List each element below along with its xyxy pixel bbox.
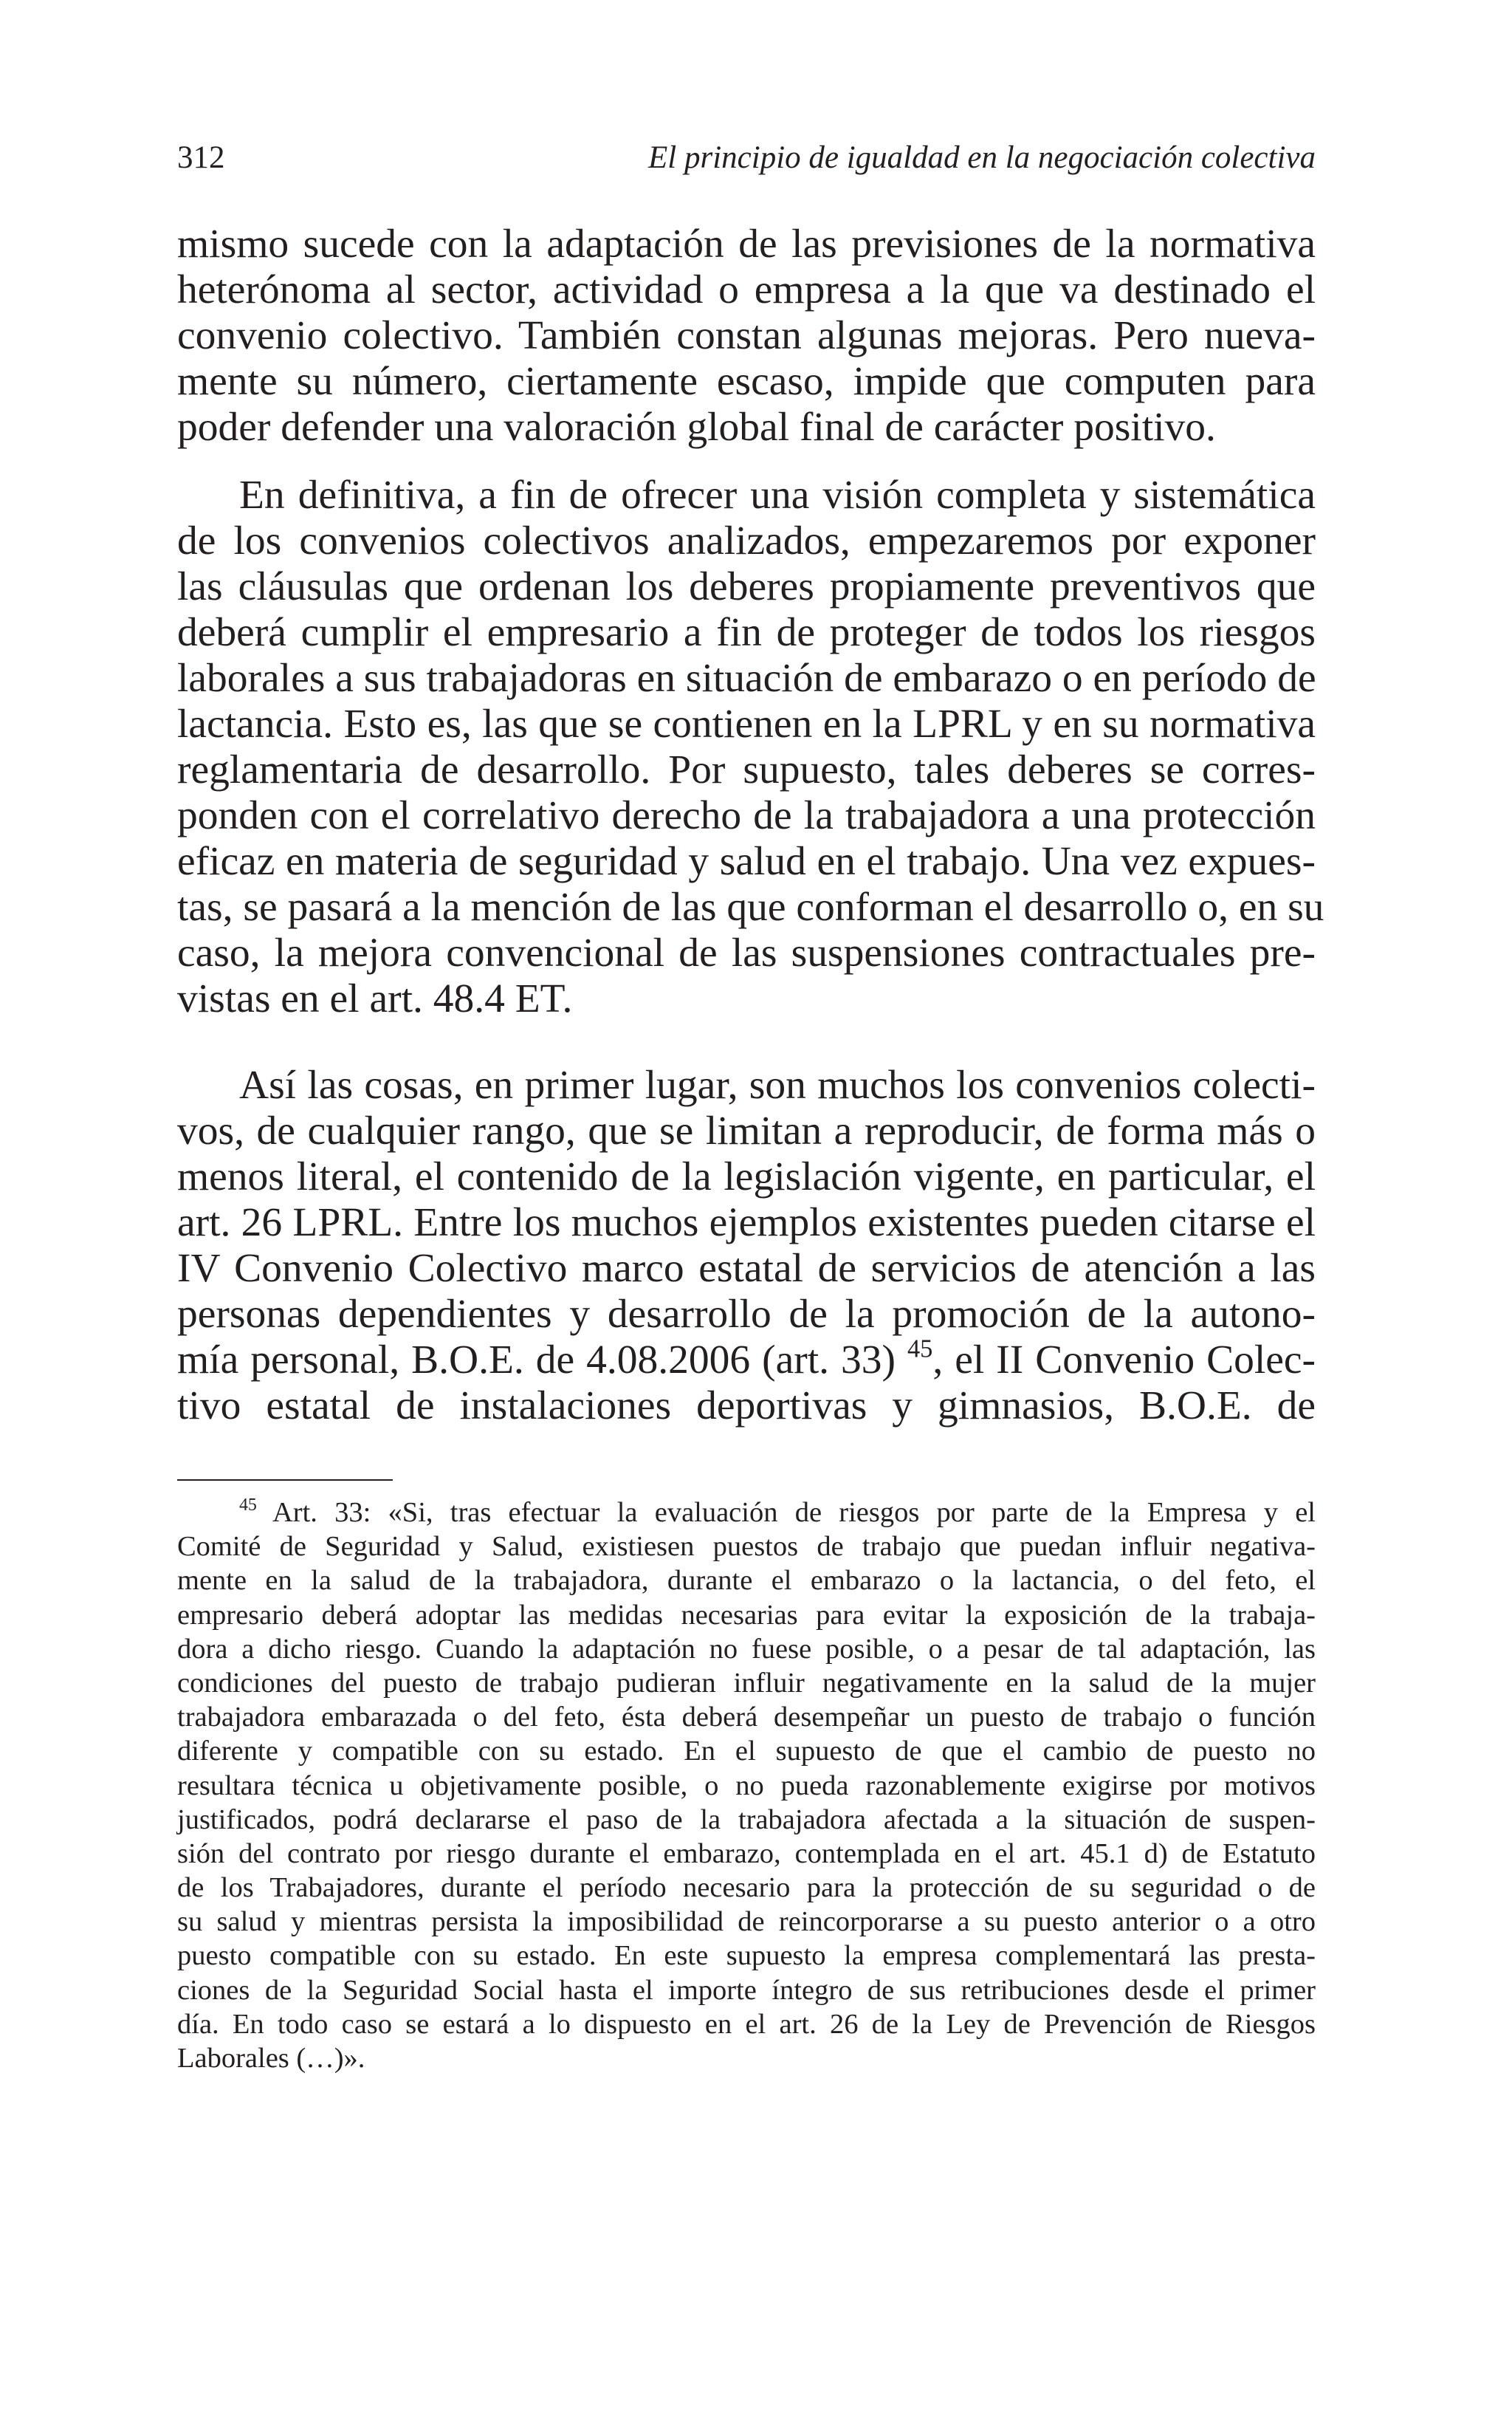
text-line: tivo estatal de instalaciones deportivas y gimnasios, B.O.E. de	[177, 1383, 1316, 1428]
text-line: vos, de cualquier rango, que se limitan a reproducir, de forma más o	[177, 1109, 1316, 1154]
text-line: lactancia. Esto es, las que se contienen en la LPRL y en su normativa	[177, 702, 1316, 747]
footnote-line: mente en la salud de la trabajadora, durante el embarazo o la lactancia, o del feto, el	[177, 1565, 1316, 1597]
text-line: convenio colectivo. También constan algunas mejoras. Pero nueva-	[177, 313, 1316, 358]
text-line: En definitiva, a fin de ofrecer una visión completa y sistemática	[239, 473, 1316, 518]
text-line: heterónoma al sector, actividad o empresa a la que va destinado el	[177, 267, 1316, 312]
text-line: mismo sucede con la adaptación de las previsiones de la normativa	[177, 222, 1316, 267]
footnote-line: dora a dicho riesgo. Cuando la adaptación no fuese posible, o a pesar de tal adaptación, las	[177, 1633, 1316, 1665]
text-line: eficaz en materia de seguridad y salud en el trabajo. Una vez expues-	[177, 839, 1316, 884]
text-line: mente su número, ciertamente escaso, impide que computen para	[177, 359, 1316, 404]
footnote-line: diferente y compatible con su estado. En el supuesto de que el cambio de puesto no	[177, 1736, 1316, 1767]
footnote-line: resultara técnica u objetivamente posible, o no pueda razonablemente exigirse por motivos	[177, 1769, 1316, 1801]
footnote-number: 45	[239, 1495, 257, 1515]
footnote-reference[interactable]: 45	[907, 1335, 933, 1363]
footnote-line: justificados, podrá declararse el paso de la trabajadora afectada a la situación de suspen-	[177, 1803, 1316, 1835]
text-line-with-footnote-ref	[177, 1337, 1316, 1383]
footnote-line: día. En todo caso se estará a lo dispuesto en el art. 26 de la Ley de Prevención de Riesgos	[177, 2008, 1316, 2040]
text-line: Así las cosas, en primer lugar, son muchos los convenios colecti-	[239, 1063, 1316, 1108]
text-line: ponden con el correlativo derecho de la trabajadora a una protección	[177, 793, 1316, 838]
footnote-separator	[177, 1479, 393, 1481]
text-line: art. 26 LPRL. Entre los muchos ejemplos existentes pueden citarse el	[177, 1200, 1316, 1245]
footnote-line	[177, 1495, 1316, 1529]
paragraph-1	[177, 222, 1316, 450]
footnote-line: empresario deberá adoptar las medidas necesarias para evitar la exposición de la trabaja-	[177, 1599, 1316, 1631]
running-title: El principio de igualdad en la negociación colectiva	[648, 140, 1316, 175]
text-line: reglamentaria de desarrollo. Por supuesto, tales deberes se corres-	[177, 747, 1316, 792]
footnote-line: condiciones del puesto de trabajo pudieran influir negativamente en la salud de la mujer	[177, 1667, 1316, 1699]
text-fragment: , el II Convenio Colec-	[932, 1337, 1316, 1383]
text-line: tas, se pasará a la mención de las que conforman el desarrollo o, en su	[177, 885, 1324, 930]
footnote-line: Comité de Seguridad y Salud, existiesen puestos de trabajo que puedan influir negativa-	[177, 1531, 1316, 1563]
paragraph-2	[177, 473, 1324, 1022]
text-line: IV Convenio Colectivo marco estatal de servicios de atención a las	[177, 1246, 1316, 1291]
text-line: caso, la mejora convencional de las suspensiones contractuales pre-	[177, 931, 1316, 976]
footnote-line: trabajadora embarazada o del feto, ésta deberá desempeñar un puesto de trabajo o función	[177, 1702, 1316, 1733]
text-fragment: mía personal, B.O.E. de 4.08.2006 (art. 33)	[177, 1337, 907, 1383]
text-line: deberá cumplir el empresario a fin de proteger de todos los riesgos	[177, 610, 1316, 655]
text-line: las cláusulas que ordenan los deberes propiamente preventivos que	[177, 564, 1316, 609]
text-line: personas dependientes y desarrollo de la promoción de la autono-	[177, 1292, 1316, 1337]
footnote-text: Art. 33: «Si, tras efectuar la evaluación de riesgos por parte de la Empresa y el	[256, 1497, 1316, 1528]
page-number: 312	[177, 140, 225, 175]
footnote-line: de los Trabajadores, durante el período necesario para la protección de su seguridad o de	[177, 1872, 1316, 1904]
text-line: de los convenios colectivos analizados, empezaremos por exponer	[177, 518, 1316, 563]
footnote-line: su salud y mientras persista la imposibilidad de reincorporarse a su puesto anterior o a otro	[177, 1906, 1316, 1938]
footnote-line: puesto compatible con su estado. En este supuesto la empresa complementará las presta-	[177, 1940, 1316, 1972]
text-line: poder defender una valoración global final de carácter positivo.	[177, 405, 1216, 450]
paragraph-3	[177, 1063, 1316, 1429]
footnote-line: sión del contrato por riesgo durante el embarazo, contemplada en el art. 45.1 d) de Estatuto	[177, 1837, 1316, 1869]
text-line: vistas en el art. 48.4 ET.	[177, 976, 573, 1021]
footnote-line: ciones de la Seguridad Social hasta el importe íntegro de sus retribuciones desde el primer	[177, 1974, 1316, 2006]
text-line: menos literal, el contenido de la legislación vigente, en particular, el	[177, 1154, 1316, 1199]
footnote-line: Laborales (…)».	[177, 2043, 365, 2074]
footnote-45	[177, 1495, 1316, 2075]
text-line: laborales a sus trabajadoras en situación de embarazo o en período de	[177, 656, 1316, 701]
